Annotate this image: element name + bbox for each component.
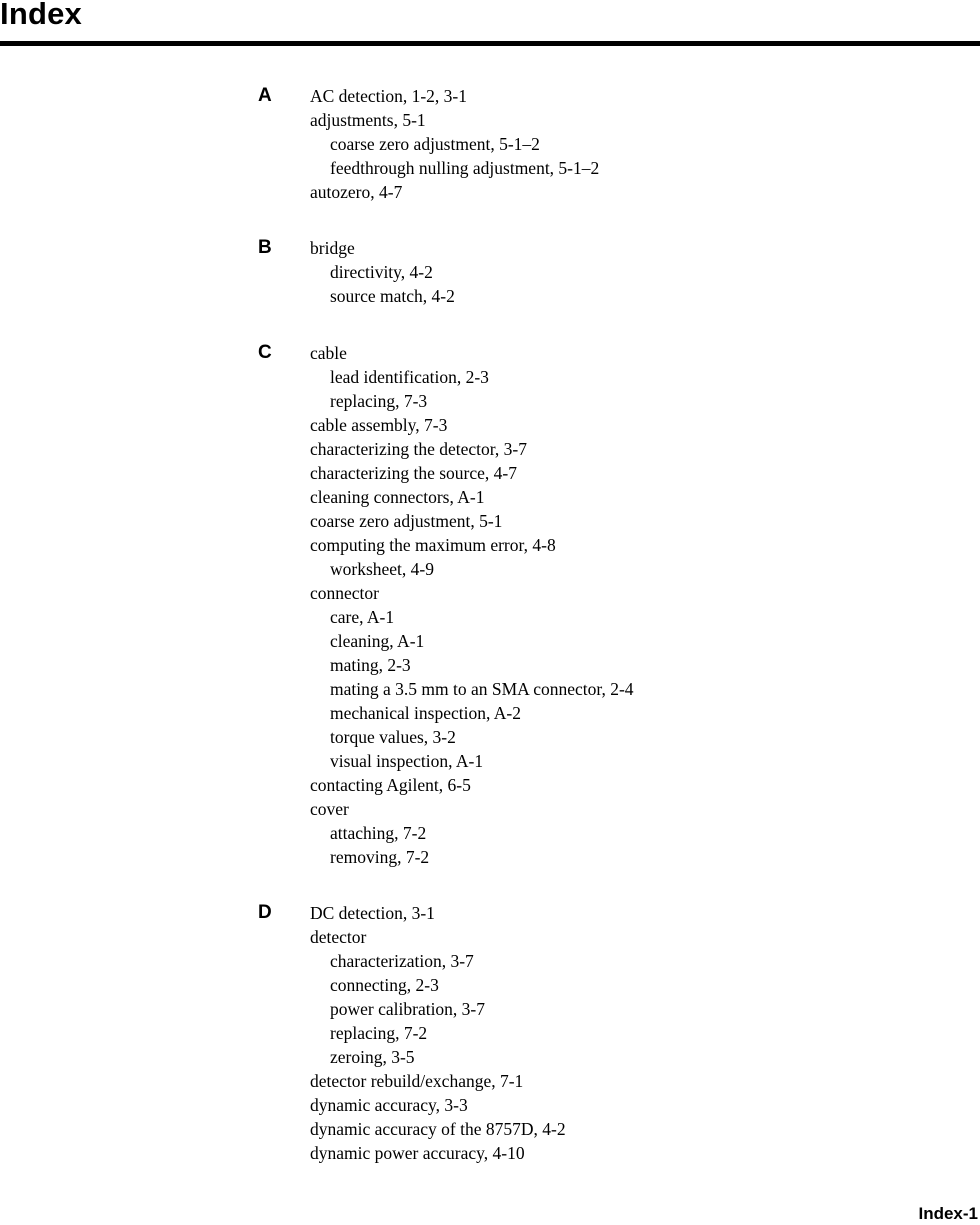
section-letter: D (258, 902, 272, 923)
section-letter: C (258, 342, 272, 363)
index-entry: autozero, 4-7 (310, 182, 403, 202)
index-subentry: worksheet, 4-9 (330, 559, 435, 579)
index-subentry: removing, 7-2 (330, 847, 430, 867)
index-entry: cable (310, 343, 347, 363)
index-entry: computing the maximum error, 4-8 (310, 535, 556, 555)
index-subentry: directivity, 4-2 (330, 262, 433, 282)
page-number: Index-1 (918, 1204, 978, 1223)
index-entry: cover (310, 799, 349, 819)
index-entry: characterizing the source, 4-7 (310, 463, 517, 483)
index-subentry: source match, 4-2 (330, 286, 455, 306)
section-letter: B (258, 237, 272, 258)
index-entry: cleaning connectors, A-1 (310, 487, 485, 507)
entry-list (310, 341, 634, 869)
index-entry: dynamic accuracy, 3-3 (310, 1095, 468, 1115)
index-entry: cable assembly, 7-3 (310, 415, 448, 435)
index-subentry: lead identification, 2-3 (330, 367, 489, 387)
index-subentry: care, A-1 (330, 607, 395, 627)
index-subentry: characterization, 3-7 (330, 951, 474, 971)
index-entry: detector (310, 927, 367, 947)
index-entry: detector rebuild/exchange, 7-1 (310, 1071, 524, 1091)
index-subentry: mechanical inspection, A-2 (330, 703, 521, 723)
index-entry: contacting Agilent, 6-5 (310, 775, 471, 795)
index-entry: DC detection, 3-1 (310, 903, 435, 923)
index-entry: coarse zero adjustment, 5-1 (310, 511, 503, 531)
index-subentry: torque values, 3-2 (330, 727, 456, 747)
index-entry: characterizing the detector, 3-7 (310, 439, 527, 459)
index-subentry: power calibration, 3-7 (330, 999, 486, 1019)
index-entry: dynamic power accuracy, 4-10 (310, 1143, 525, 1163)
index-subentry: feedthrough nulling adjustment, 5-1–2 (330, 158, 600, 178)
index-entry: dynamic accuracy of the 8757D, 4-2 (310, 1119, 566, 1139)
index-subentry: cleaning, A-1 (330, 631, 425, 651)
entry-list (310, 901, 566, 1165)
page-title: Index (0, 0, 82, 31)
index-entry: AC detection, 1-2, 3-1 (310, 86, 467, 106)
index-subentry: coarse zero adjustment, 5-1–2 (330, 134, 540, 154)
index-entry: connector (310, 583, 379, 603)
index-entry: bridge (310, 238, 355, 258)
section-letter: A (258, 85, 272, 106)
index-entry: adjustments, 5-1 (310, 110, 426, 130)
index-subentry: replacing, 7-2 (330, 1023, 428, 1043)
index-subentry: zeroing, 3-5 (330, 1047, 415, 1067)
index-subentry: mating a 3.5 mm to an SMA connector, 2-4 (330, 679, 634, 699)
title-rule (0, 41, 980, 46)
index-subentry: replacing, 7-3 (330, 391, 428, 411)
index-subentry: connecting, 2-3 (330, 975, 439, 995)
index-subentry: mating, 2-3 (330, 655, 411, 675)
entry-list (310, 84, 599, 204)
index-subentry: attaching, 7-2 (330, 823, 427, 843)
index-subentry: visual inspection, A-1 (330, 751, 484, 771)
entry-list (310, 236, 455, 308)
